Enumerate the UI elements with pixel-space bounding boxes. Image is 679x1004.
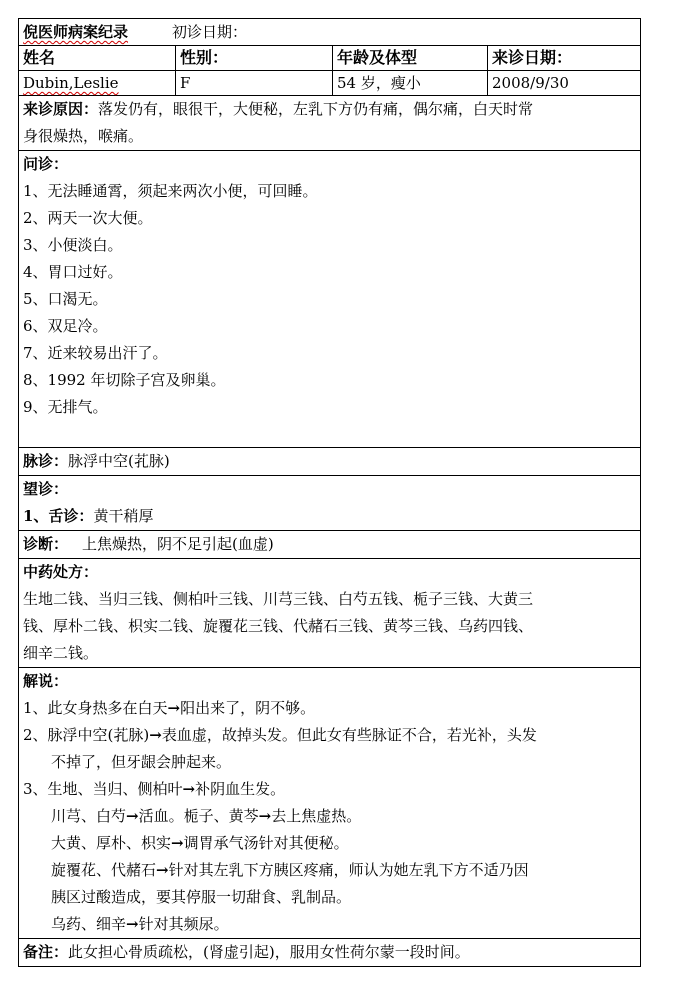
explanation-text: 大黄、厚朴、枳实 [51,834,172,852]
explanation-text: 表血虚，故掉头发。但此女有些脉证不合，若光补，头发 [161,726,537,744]
explanation-point-1 [23,695,636,722]
explanation-row [19,668,641,939]
inquiry-item: 5、口渴无。 [23,290,108,308]
remarks-text: 此女担心骨质疏松，(肾虚引起)，服用女性荷尔蒙一段时间。 [68,943,470,961]
explanation-text: 阳出来了，阴不够。 [180,699,316,717]
pulse-text: 脉浮中空(芤脉) [68,452,170,470]
prescription-label: 中药处方： [23,563,99,581]
patient-row [19,71,641,96]
remarks-cell [19,939,641,967]
inquiry-row [19,151,641,448]
explanation-text: 调胃承气汤针对其便秘。 [183,834,349,852]
reason-cell [19,96,641,151]
diagnosis-label: 诊断： [23,535,69,553]
reason-label: 来诊原因： [23,100,99,118]
inquiry-item: 9、无排气。 [23,398,108,416]
pulse-label: 脉诊： [23,452,69,470]
prescription-line-2: 钱、厚朴二钱、枳实二钱、旋覆花三钱、代赭石三钱、黄芩三钱、乌药四钱、 [23,617,534,635]
reason-line-2: 身很燥热，喉痛。 [23,127,144,145]
prescription-row [19,559,641,668]
pulse-cell [19,448,641,476]
explanation-label: 解说： [23,672,69,690]
arrow-right-icon: → [182,780,196,798]
explanation-text: 针对其频尿。 [138,915,229,933]
tongue-label: 1、舌诊： [23,507,94,525]
arrow-right-icon: → [149,726,162,744]
inquiry-item: 4、胃口过好。 [23,263,123,281]
explanation-cell [19,668,641,939]
arrow-right-icon: → [167,699,181,717]
explanation-text: 川芎、白芍 [51,807,127,825]
patient-sex: F [176,71,333,96]
diagnosis-row [19,531,641,559]
inquiry-item: 2、两天一次大便。 [23,209,153,227]
arrow-right-icon: → [126,915,139,933]
patient-age-build: 54 岁，瘦小 [333,71,488,96]
title-row [19,19,641,46]
column-header-row [19,46,641,71]
explanation-text: 2、脉浮中空(芤脉) [23,726,150,744]
tongue-text: 黄干稍厚 [93,507,154,525]
remarks-label: 备注： [23,943,69,961]
explanation-text: 乌药、细辛 [51,915,127,933]
prescription-line-1: 生地二钱、当归三钱、侧柏叶三钱、川芎三钱、白芍五钱、栀子三钱、大黄三 [23,590,534,608]
patient-visit-date: 2008/9/30 [488,71,641,96]
arrow-right-icon: → [126,807,139,825]
explanation-text: 旋覆花、代赭石 [51,861,157,879]
pulse-row [19,448,641,476]
explanation-subline [23,911,636,938]
inspection-cell [19,476,641,531]
explanation-subline [23,830,636,857]
diagnosis-cell [19,531,641,559]
inquiry-item: 7、近来较易出汗了。 [23,344,168,362]
inquiry-cell [19,151,641,448]
patient-name-value: Dubin,Leslie [23,74,119,92]
col-sex: 性别： [176,46,333,71]
inquiry-item: 3、小便淡白。 [23,236,123,254]
remarks-row [19,939,641,967]
record-title: 倪医师病案纪录 [23,23,129,41]
arrow-right-icon: → [258,807,272,825]
explanation-text: 针对其左乳下方胰区疼痛，师认为她左乳下方不适乃因 [168,861,529,879]
col-name: 姓名 [19,46,176,71]
explanation-text: 去上焦虚热。 [271,807,362,825]
inquiry-item: 8、1992 年切除子宫及卵巢。 [23,371,226,389]
explanation-point-3 [23,776,636,803]
explanation-text: 补阴血生发。 [195,780,286,798]
col-visit-date: 来诊日期： [488,46,641,71]
inspection-row [19,476,641,531]
inspection-label: 望诊： [23,480,69,498]
explanation-text: 活血。栀子、黄芩 [138,807,259,825]
explanation-subline [23,803,636,830]
explanation-text: 1、此女身热多在白天 [23,699,168,717]
patient-name [19,71,176,96]
inquiry-label: 问诊： [23,155,69,173]
explanation-text: 3、生地、当归、侧柏叶 [23,780,183,798]
arrow-right-icon: → [156,861,169,879]
first-visit-label: 初诊日期： [172,23,248,41]
title-cell [19,19,641,46]
diagnosis-text: 上焦燥热，阴不足引起(血虚) [82,535,274,553]
case-record-table [18,18,641,967]
prescription-cell [19,559,641,668]
case-record-sheet [18,18,640,967]
inquiry-item: 6、双足冷。 [23,317,108,335]
explanation-point-2 [23,722,636,749]
arrow-right-icon: → [171,834,184,852]
prescription-line-3: 细辛二钱。 [23,644,99,662]
reason-line-1: 落发仍有，眼很干，大便秘，左乳下方仍有痛，偶尔痛，白天时常 [98,100,534,118]
explanation-text: 胰区过酸造成，要其停服一切甜食、乳制品。 [51,888,352,906]
inquiry-item: 1、无法睡通霄，须起来两次小便，可回睡。 [23,182,318,200]
explanation-subline [23,857,636,884]
explanation-text: 不掉了，但牙龈会肿起来。 [51,753,232,771]
reason-row [19,96,641,151]
col-age-build: 年龄及体型 [333,46,488,71]
